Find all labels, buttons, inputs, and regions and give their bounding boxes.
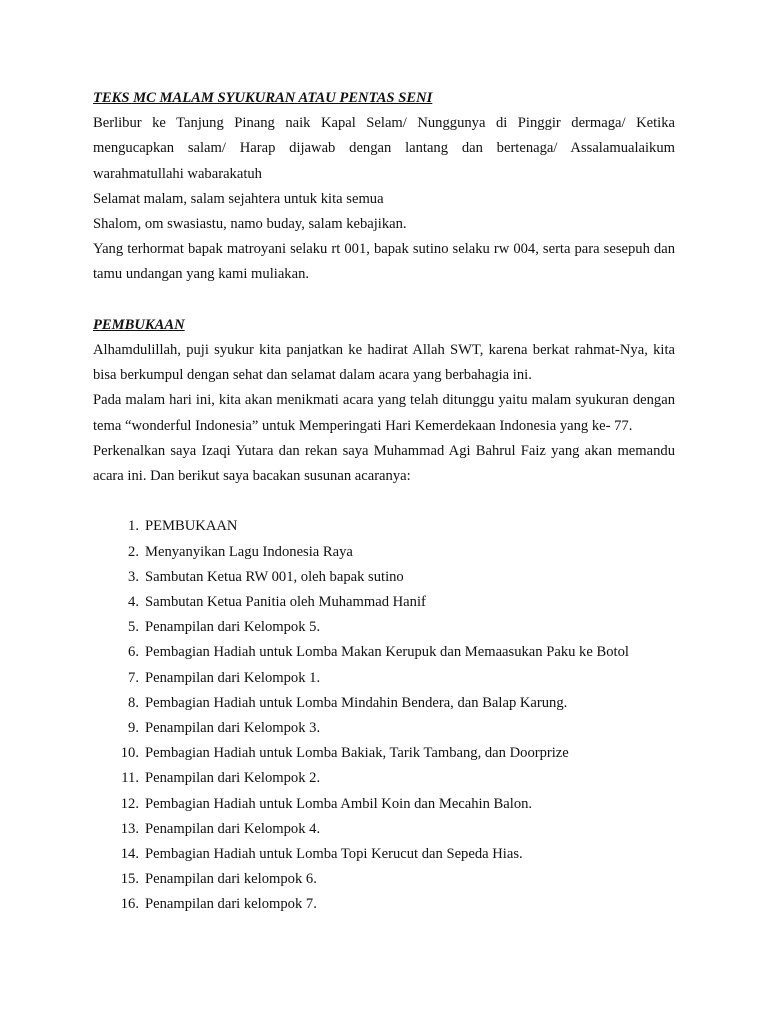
- agenda-item-number: 9.: [128, 720, 139, 737]
- body-paragraph-introduction: Perkenalkan saya Izaqi Yutara dan rekan saya Muhammad Agi Bahrul Faiz yang akan memandu acara ini. Dan berikut saya bacakan susunan acaranya:: [93, 442, 675, 485]
- agenda-item: [115, 741, 675, 766]
- agenda-item: [115, 514, 675, 539]
- agenda-item: [115, 867, 675, 892]
- intro-paragraph-interfaith-greeting: Shalom, om swasiastu, namo buday, salam kebajikan.: [93, 216, 407, 233]
- agenda-item: [115, 640, 675, 665]
- agenda-item: [115, 691, 675, 716]
- agenda-item-text: Penampilan dari Kelompok 2.: [145, 770, 321, 787]
- agenda-item: [115, 590, 675, 615]
- agenda-item: [115, 792, 675, 817]
- agenda-item-number: 7.: [128, 669, 139, 686]
- document-title: TEKS MC MALAM SYUKURAN ATAU PENTAS SENI: [93, 90, 433, 106]
- intro-paragraph-honored-guests: Yang terhormat bapak matroyani selaku rt 001, bapak sutino selaku rw 004, serta para sesepuh dan tamu undangan yang kami muliakan.: [93, 241, 675, 283]
- section-spacer: [93, 288, 675, 313]
- agenda-item-number: 10.: [120, 745, 139, 762]
- agenda-item-number: 3.: [128, 568, 139, 585]
- agenda-item: [115, 540, 675, 565]
- agenda-item-text: PEMBUKAAN: [145, 518, 238, 535]
- agenda-item: [115, 766, 675, 791]
- agenda-item-number: 12.: [120, 795, 139, 812]
- agenda-item-number: 6.: [128, 644, 139, 661]
- agenda-item-text: Penampilan dari Kelompok 5.: [145, 619, 321, 636]
- agenda-item-text: Sambutan Ketua RW 001, oleh bapak sutino: [145, 568, 404, 585]
- agenda-item-text: Pembagian Hadiah untuk Lomba Ambil Koin dan Mecahin Balon.: [145, 795, 533, 812]
- agenda-item-text: Penampilan dari Kelompok 1.: [145, 669, 321, 686]
- agenda-item-number: 15.: [120, 871, 139, 888]
- agenda-item-number: 5.: [128, 619, 139, 636]
- document-page: [93, 86, 675, 918]
- agenda-item-number: 2.: [128, 543, 139, 560]
- body-paragraph-theme: Pada malam hari ini, kita akan menikmati acara yang telah ditunggu yaitu malam syukuran dengan tema “wonderful Indonesia” untuk Memperingati Hari Kemerdekaan Indonesia yang ke- 77.: [93, 392, 675, 434]
- agenda-item: [115, 817, 675, 842]
- agenda-item: [115, 666, 675, 691]
- agenda-item-number: 16.: [120, 896, 139, 913]
- agenda-item-number: 1.: [128, 518, 139, 535]
- agenda-item-text: Menyanyikan Lagu Indonesia Raya: [145, 543, 353, 560]
- agenda-item: [115, 892, 675, 917]
- agenda-item-number: 14.: [120, 846, 139, 863]
- list-spacer: [93, 489, 675, 514]
- agenda-item-text: Pembagian Hadiah untuk Lomba Mindahin Bendera, dan Balap Karung.: [145, 694, 568, 711]
- agenda-item: [115, 842, 675, 867]
- agenda-item-number: 11.: [121, 770, 139, 787]
- agenda-item-text: Penampilan dari Kelompok 4.: [145, 820, 321, 837]
- agenda-item-number: 4.: [128, 594, 139, 611]
- intro-paragraph-pantun: Berlibur ke Tanjung Pinang naik Kapal Selam/ Nunggunya di Pinggir dermaga/ Ketika mengucapkan salam/ Harap dijawab dengan lantang dan bertenaga/ Assalamualaikum warahmatullahi wabarakatuh: [93, 115, 675, 182]
- agenda-item-text: Pembagian Hadiah untuk Lomba Bakiak, Tarik Tambang, dan Doorprize: [145, 745, 569, 762]
- agenda-item-text: Penampilan dari kelompok 7.: [145, 896, 317, 913]
- agenda-item: [115, 565, 675, 590]
- agenda-item-number: 8.: [128, 694, 139, 711]
- agenda-item-text: Sambutan Ketua Panitia oleh Muhammad Hanif: [145, 594, 426, 611]
- section-heading-pembukaan: PEMBUKAAN: [93, 316, 185, 333]
- agenda-item-text: Pembagian Hadiah untuk Lomba Topi Kerucut dan Sepeda Hias.: [145, 846, 523, 863]
- agenda-item: [115, 716, 675, 741]
- agenda-item-text: Penampilan dari kelompok 6.: [145, 871, 317, 888]
- agenda-list: [93, 514, 675, 917]
- body-paragraph-gratitude: Alhamdulillah, puji syukur kita panjatkan ke hadirat Allah SWT, karena berkat rahmat-Nya, kita bisa berkumpul dengan sehat dan selamat dalam acara yang berbahagia ini.: [93, 342, 675, 384]
- agenda-item-text: Penampilan dari Kelompok 3.: [145, 720, 321, 737]
- agenda-item-number: 13.: [120, 820, 139, 837]
- agenda-item-text: Pembagian Hadiah untuk Lomba Makan Kerupuk dan Memaasukan Paku ke Botol: [145, 644, 629, 661]
- agenda-item: [115, 615, 675, 640]
- intro-paragraph-greeting: Selamat malam, salam sejahtera untuk kita semua: [93, 190, 384, 207]
